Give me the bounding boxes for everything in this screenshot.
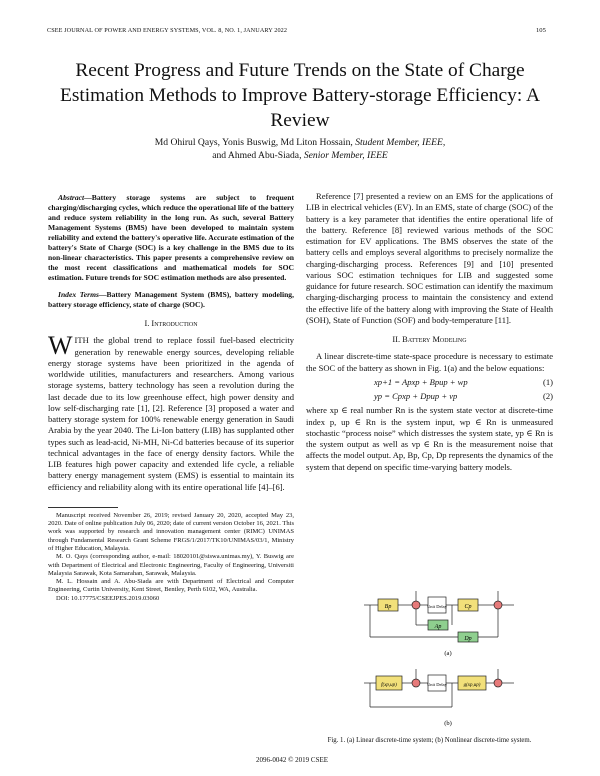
block-f-label: f(xp,up) (381, 683, 397, 688)
equation-2-number: (2) (543, 391, 553, 401)
author-role-2: Senior Member, IEEE (303, 150, 388, 161)
figure-1 (358, 583, 538, 735)
running-header: CSEE JOURNAL OF POWER AND ENERGY SYSTEMS, VOL. 8, NO. 1, JANUARY 2022 (47, 27, 288, 34)
block-b-label: (b) (444, 720, 452, 727)
index-terms: Index Terms—Battery Management System (BMS), battery modeling, battery storage efficiency, state of charge (SOC). (48, 290, 294, 309)
equation-2-body: yp = Cpxp + Dpup + vp (374, 391, 458, 401)
block-ap-label: Ap (434, 624, 442, 630)
footnote-rule (48, 507, 118, 508)
author-role-1: Student Member, IEEE, (355, 137, 446, 148)
block-bp-label: Bp (384, 604, 392, 610)
paper-title: Recent Progress and Future Trends on the State of Charge Estimation Methods to Improve Battery-storage Efficiency: A Review (60, 60, 540, 131)
footnote-affiliation-2: M. L. Hossain and A. Abu-Siada are with Department of Electrical and Computer Engineering, Curtin University, Kent Street, Bentley, Perth 6102, WA, Australia. (48, 578, 294, 594)
right-paragraph-1: Reference [7] presented a review on an EMS for the applications of LIB in electrical vehicles (EV). In an EMS, state of charge (SOC) of the battery is a key parameter that identifies the entire operational life of the battery. Reference [8] reviewed various methods of the SOC estimation for EV applications. The BMS observes the state of the battery cells and employs several algorithms to precisely normalize the charging-discharging process. References [9] and [10] presented various SOC estimation techniques for LIB and suggested some guidance for future research. SOC estimation can identify the maximum charging-discharging process to maintain the consistency and extend the effective life of the battery along with improving the State of Health (SOH), State of Function (SOF) and body-temperature [11]. (306, 191, 553, 325)
block-dp-label: Dp (464, 636, 472, 642)
equation-2 (306, 391, 553, 402)
section-heading-introduction: I. Introduction (144, 319, 198, 328)
footnote-doi: DOI: 10.17775/CSEEJPES.2019.03060 (56, 594, 160, 602)
section-heading-battery-modeling: II. Battery Modeling (392, 335, 467, 344)
block-a-label: (a) (444, 650, 452, 657)
equation-1-body: xp+1 = Apxp + Bpup + wp (374, 376, 468, 387)
intro-paragraph (48, 331, 294, 493)
unit-delay-a: Unit Delay (427, 604, 447, 609)
dropcap: W (48, 331, 73, 361)
figure-caption: Fig. 1. (a) Linear discrete-time system; (b) Nonlinear discrete-time system. (327, 737, 532, 744)
page-footer: 2096-0042 © 2019 CSEE (256, 756, 329, 764)
index-terms-label: Index Terms (58, 290, 99, 299)
block-g-label: g(xp,up) (463, 683, 481, 688)
left-column (48, 193, 294, 603)
author-block (40, 136, 560, 162)
abstract: Abstract—Battery storage systems are subject to frequent charging/discharging cycles, which reduce the operational life of the battery and reduce system reliability in the long run. As such, several Battery Management Systems (BMS) have been developed to maintain system reliability and extend the battery's operative life. Accurate estimation of the battery's State of Charge (SOC) is a key challenge in the BMS due to its non-linear characteristics. This paper presents a comprehensive review on the most recent classifications and mathematical models for SOC estimation. Future trends for SOC estimation methods are also presented. (48, 193, 294, 282)
abstract-label: Abstract (58, 193, 85, 202)
block-cp-label: Cp (464, 604, 472, 610)
footnote-manuscript: Manuscript received November 26, 2019; revised January 20, 2020, accepted May 23, 2020. Date of online publication July 06, 2020; date of current version October 16, 2021. This work was supported by research and innovation management center (RIMC) UNIMAS through Fundamental Research Grant Scheme FRGS/1/2017/TK10/UNIMAS/03/1, Ministry of Higher Education, Malaysia. (48, 511, 294, 552)
equation-1 (306, 377, 553, 388)
author-line-2: and Ahmed Abu-Siada, (212, 150, 302, 161)
block-diagram (358, 583, 538, 735)
unit-delay-b: Unit Delay (427, 682, 447, 687)
right-column (306, 191, 553, 473)
right-paragraph-3: where xp ∈ real number Rn is the system state vector at discrete-time index p, up ∈ Rn is the system input, wp ∈ Rn is unmeasured stochastic “process noise” which distresses the system state, yp ∈ Rn is the system output as well as vp ∈ Rn is the measurement noise that affects the model output. Ap, Bp, Cp, Dp represents the dynamics of the system that depend on specific time-varying battery models. (306, 405, 553, 472)
intro-text: ITH the global trend to replace fossil fuel-based electricity generation by renewable energy sources, developing reliable energy storage systems have been prioritized in the agenda of worldwide utilities, manufacturers and researchers. Among various storage systems, battery technology has seen a revolution during the last decade due to its low greenhouse effect, high power density and low self-discharging rate [1], [2]. Reference [3] proposed a water and battery storage system for 100% renewable energy generation in Saudi Arabia by the year 2040. The Li-Ion battery (LIB) has supplanted other types such as lead-acid, Ni-MH, Ni-Cd batteries because of its superior technical advantages in the face of energy density factors. While the LIB features high power capacity and extended life cycle, a reliable battery energy management system (EMS) is essential to maintain its efficiency and reliability along with its entire operational life [4]–[6]. (48, 335, 294, 492)
abstract-text: Battery storage systems are subject to frequent charging/discharging cycles, which reduce the operational life of the battery and reduce system reliability in the long run. As such, several Battery Management Systems (BMS) have been developed to maintain system reliability and extend the battery's operative life. Accurate estimation of the battery's State of Charge (SOC) is a key challenge in the BMS due to its non-linear characteristics. This paper presents a comprehensive review on the most recent classifications and mathematical models for SOC estimation. Future trends for SOC estimation methods are also presented. (48, 193, 294, 282)
right-paragraph-2: A linear discrete-time state-space procedure is necessary to estimate the SOC of the battery as shown in Fig. 1(a) and the below equations: (306, 351, 553, 373)
equation-1-number: (1) (543, 376, 553, 387)
footnote-affiliation-1: M. O. Qays (corresponding author, e-mail: 18020101@siswa.unimas.my), Y. Buswig are with Department of Electrical and Electronic Engineering, Faculty of Engineering, Universiti Malaysia Sarawak, Kota Samarahan, Sarawak, Malaysia. (48, 553, 294, 577)
index-terms-text: Battery Management System (BMS), battery modeling, battery storage efficiency, state of charge (SOC). (48, 290, 294, 309)
author-line-1: Md Ohirul Qays, Yonis Buswig, Md Liton Hossain, (154, 137, 353, 148)
page-number: 105 (536, 27, 546, 34)
